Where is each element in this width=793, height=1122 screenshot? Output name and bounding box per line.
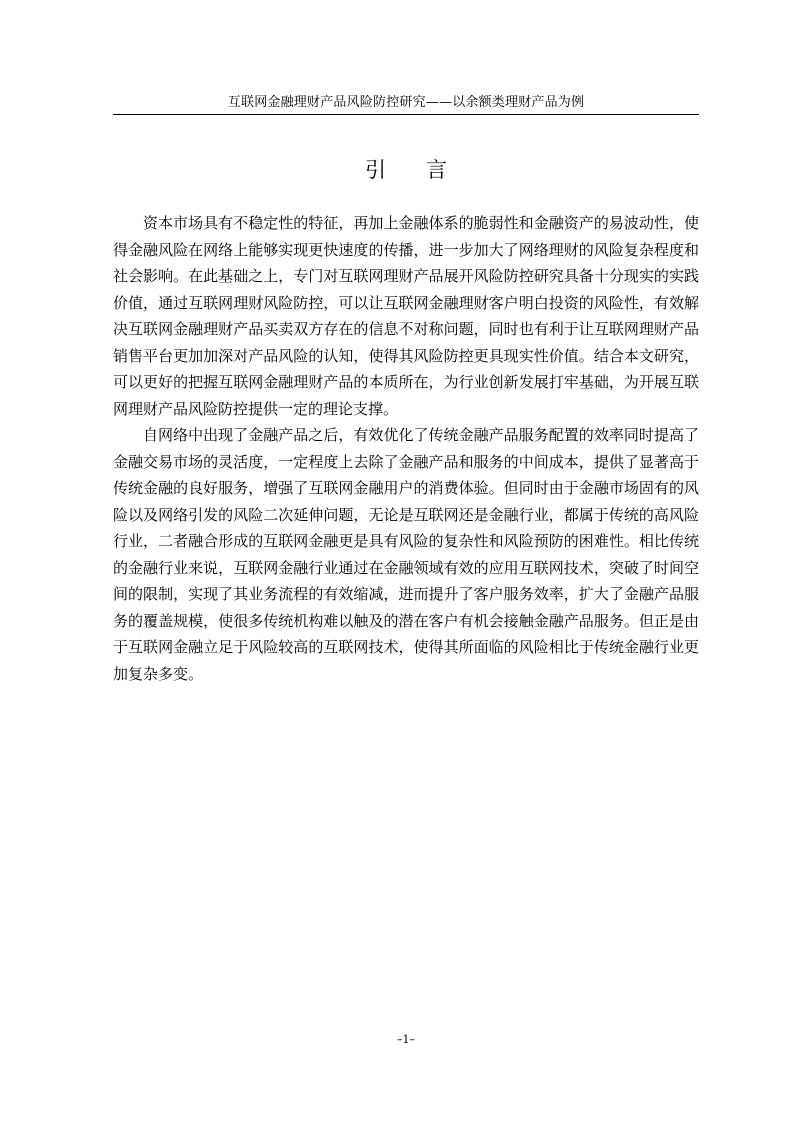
paragraph-2: 自网络中出现了金融产品之后，有效优化了传统金融产品服务配置的效率同时提高了金融交易市场的灵活度，一定程度上去除了金融产品和服务的中间成本，提供了显著高于传统金融的良好服务，增强了互联网金融用户的消费体验。但同时由于金融市场固有的风险以及网络引发的风险二次延伸问题，无论是互联网还是金融行业，都属于传统的高风险行业，二者融合形成的互联网金融更是具有风险的复杂性和风险预防的困难性。相比传统的金融行业来说，互联网金融行业通过在金融领域有效的应用互联网技术，突破了时间空间的限制，实现了其业务流程的有效缩减，进而提升了客户服务效率，扩大了金融产品服务的覆盖规模，使很多传统机构难以触及的潜在客户有机会接触金融产品服务。但正是由于互联网金融立足于风险较高的互联网技术，使得其所面临的风险相比于传统金融行业更加复杂多变。 xyxy=(113,426,699,683)
chapter-title: 引言 xyxy=(365,158,487,182)
header-divider xyxy=(113,114,699,115)
body-text xyxy=(113,210,699,687)
running-header: 互联网金融理财产品风险防控研究——以余额类理财产品为例 xyxy=(227,95,585,110)
page-number: –1– xyxy=(397,1033,415,1046)
paragraph-1: 资本市场具有不稳定性的特征，再加上金融体系的脆弱性和金融资产的易波动性，使得金融风险在网络上能够实现更快速度的传播，进一步加大了网络理财的风险复杂程度和社会影响。在此基础之上，专门对互联网理财产品展开风险防控研究具备十分现实的实践价值，通过互联网理财风险防控，可以让互联网金融理财客户明白投资的风险性，有效解决互联网金融理财产品买卖双方存在的信息不对称问题，同时也有利于让互联网理财产品销售平台更加加深对产品风险的认知，使得其风险防控更具现实性价值。结合本文研究，可以更好的把握互联网金融理财产品的本质所在，为行业创新发展打牢基础，为开展互联网理财产品风险防控提供一定的理论支撑。 xyxy=(113,214,699,418)
